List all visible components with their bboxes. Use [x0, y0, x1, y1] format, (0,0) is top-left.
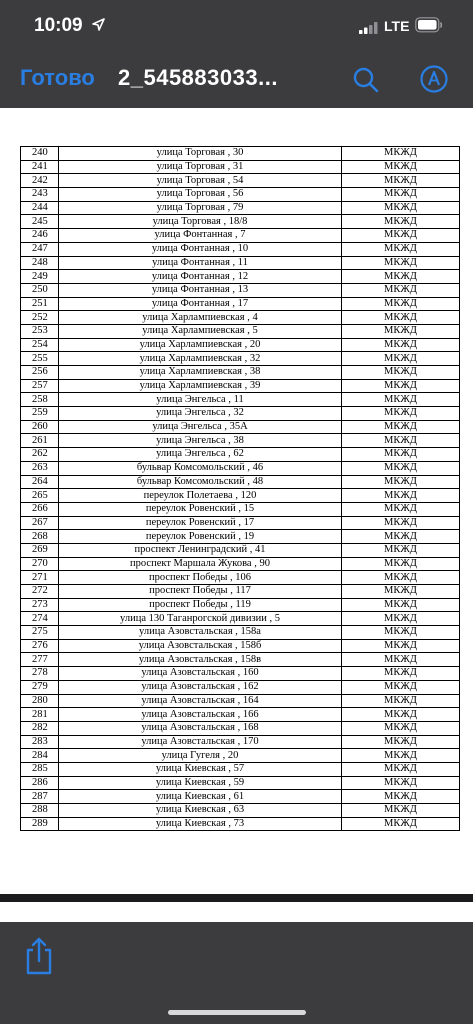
row-type: МКЖД: [342, 804, 460, 818]
row-number: 281: [21, 708, 59, 722]
row-type: МКЖД: [342, 242, 460, 256]
table-row: [21, 379, 460, 393]
table-row: [21, 612, 460, 626]
row-type: МКЖД: [342, 639, 460, 653]
row-address: улица Гугеля , 20: [59, 749, 342, 763]
table-row: [21, 749, 460, 763]
table-row: [21, 489, 460, 503]
search-icon[interactable]: [352, 66, 380, 99]
table-row: [21, 461, 460, 475]
navigation-bar: [0, 54, 473, 108]
table-row: [21, 338, 460, 352]
address-table-body: [21, 147, 460, 831]
row-type: МКЖД: [342, 229, 460, 243]
row-type: МКЖД: [342, 448, 460, 462]
address-table: [20, 146, 460, 831]
row-type: МКЖД: [342, 571, 460, 585]
row-type: МКЖД: [342, 434, 460, 448]
row-number: 272: [21, 585, 59, 599]
row-address: улица Азовстальская , 158в: [59, 653, 342, 667]
row-address: улица Киевская , 61: [59, 790, 342, 804]
table-row: [21, 804, 460, 818]
row-type: МКЖД: [342, 790, 460, 804]
row-address: переулок Ровенский , 19: [59, 530, 342, 544]
row-type: МКЖД: [342, 598, 460, 612]
row-type: МКЖД: [342, 201, 460, 215]
row-type: МКЖД: [342, 530, 460, 544]
row-address: улица Фонтанная , 12: [59, 270, 342, 284]
status-bar: [0, 0, 473, 54]
network-type-label: LTE: [384, 18, 410, 34]
row-number: 276: [21, 639, 59, 653]
table-row: [21, 639, 460, 653]
row-type: МКЖД: [342, 735, 460, 749]
markup-icon[interactable]: [419, 64, 449, 99]
row-type: МКЖД: [342, 694, 460, 708]
row-number: 283: [21, 735, 59, 749]
row-number: 270: [21, 557, 59, 571]
row-address: улица Фонтанная , 10: [59, 242, 342, 256]
row-address: улица Киевская , 59: [59, 776, 342, 790]
row-number: 247: [21, 242, 59, 256]
row-type: МКЖД: [342, 188, 460, 202]
row-address: проспект Победы , 117: [59, 585, 342, 599]
row-number: 264: [21, 475, 59, 489]
row-address: улица Киевская , 63: [59, 804, 342, 818]
row-number: 246: [21, 229, 59, 243]
row-address: улица Харлампиевская , 5: [59, 324, 342, 338]
table-row: [21, 543, 460, 557]
row-type: МКЖД: [342, 311, 460, 325]
location-arrow-icon: [92, 18, 105, 36]
table-row: [21, 708, 460, 722]
home-indicator: [168, 1010, 306, 1015]
row-type: МКЖД: [342, 585, 460, 599]
row-address: улица Азовстальская , 160: [59, 667, 342, 681]
row-address: улица Киевская , 57: [59, 762, 342, 776]
row-address: улица Фонтанная , 13: [59, 283, 342, 297]
row-address: улица Харлампиевская , 32: [59, 352, 342, 366]
row-address: проспект Ленинградский , 41: [59, 543, 342, 557]
row-number: 255: [21, 352, 59, 366]
row-number: 249: [21, 270, 59, 284]
table-row: [21, 817, 460, 831]
row-type: МКЖД: [342, 749, 460, 763]
table-row: [21, 653, 460, 667]
row-number: 261: [21, 434, 59, 448]
row-type: МКЖД: [342, 174, 460, 188]
table-row: [21, 242, 460, 256]
document-page[interactable]: [0, 108, 473, 894]
cellular-signal-icon: [359, 21, 379, 39]
row-number: 273: [21, 598, 59, 612]
row-number: 288: [21, 804, 59, 818]
table-row: [21, 626, 460, 640]
row-address: улица Фонтанная , 17: [59, 297, 342, 311]
table-row: [21, 475, 460, 489]
row-address: улица Энгельса , 62: [59, 448, 342, 462]
table-row: [21, 201, 460, 215]
table-row: [21, 229, 460, 243]
table-row: [21, 147, 460, 161]
table-row: [21, 762, 460, 776]
document-title: 2_545883033...: [118, 65, 278, 90]
row-type: МКЖД: [342, 256, 460, 270]
row-number: 251: [21, 297, 59, 311]
row-number: 256: [21, 366, 59, 380]
row-type: МКЖД: [342, 147, 460, 161]
row-address: улица Энгельса , 35А: [59, 420, 342, 434]
row-number: 242: [21, 174, 59, 188]
row-type: МКЖД: [342, 680, 460, 694]
table-row: [21, 721, 460, 735]
table-row: [21, 530, 460, 544]
table-row: [21, 215, 460, 229]
row-number: 277: [21, 653, 59, 667]
row-address: переулок Ровенский , 15: [59, 502, 342, 516]
row-type: МКЖД: [342, 366, 460, 380]
row-address: переулок Ровенский , 17: [59, 516, 342, 530]
table-row: [21, 297, 460, 311]
row-address: улица Энгельса , 38: [59, 434, 342, 448]
table-row: [21, 516, 460, 530]
row-number: 252: [21, 311, 59, 325]
row-address: улица Торговая , 18/8: [59, 215, 342, 229]
row-number: 282: [21, 721, 59, 735]
row-type: МКЖД: [342, 475, 460, 489]
row-type: МКЖД: [342, 393, 460, 407]
row-number: 254: [21, 338, 59, 352]
table-row: [21, 502, 460, 516]
row-address: улица 130 Таганрогской дивизии , 5: [59, 612, 342, 626]
row-number: 280: [21, 694, 59, 708]
row-number: 248: [21, 256, 59, 270]
row-number: 278: [21, 667, 59, 681]
row-number: 240: [21, 147, 59, 161]
row-type: МКЖД: [342, 626, 460, 640]
row-type: МКЖД: [342, 283, 460, 297]
row-type: МКЖД: [342, 776, 460, 790]
table-row: [21, 188, 460, 202]
table-row: [21, 448, 460, 462]
row-type: МКЖД: [342, 407, 460, 421]
row-address: улица Фонтанная , 7: [59, 229, 342, 243]
row-address: улица Торговая , 30: [59, 147, 342, 161]
table-row: [21, 160, 460, 174]
address-table-container: [20, 146, 459, 831]
row-type: МКЖД: [342, 667, 460, 681]
row-type: МКЖД: [342, 297, 460, 311]
row-address: проспект Маршала Жукова , 90: [59, 557, 342, 571]
row-type: МКЖД: [342, 708, 460, 722]
table-row: [21, 434, 460, 448]
row-address: улица Энгельса , 11: [59, 393, 342, 407]
row-address: проспект Победы , 119: [59, 598, 342, 612]
row-address: улица Энгельса , 32: [59, 407, 342, 421]
row-number: 285: [21, 762, 59, 776]
row-type: МКЖД: [342, 489, 460, 503]
row-number: 274: [21, 612, 59, 626]
table-row: [21, 557, 460, 571]
row-number: 279: [21, 680, 59, 694]
row-address: улица Торговая , 31: [59, 160, 342, 174]
table-row: [21, 420, 460, 434]
next-page: [0, 902, 473, 922]
row-number: 289: [21, 817, 59, 831]
row-address: бульвар Комсомольский , 46: [59, 461, 342, 475]
row-address: улица Харлампиевская , 4: [59, 311, 342, 325]
row-type: МКЖД: [342, 324, 460, 338]
table-row: [21, 352, 460, 366]
row-type: МКЖД: [342, 516, 460, 530]
row-address: улица Азовстальская , 158а: [59, 626, 342, 640]
row-number: 253: [21, 324, 59, 338]
row-number: 287: [21, 790, 59, 804]
row-number: 263: [21, 461, 59, 475]
table-row: [21, 407, 460, 421]
row-address: улица Харлампиевская , 38: [59, 366, 342, 380]
row-type: МКЖД: [342, 461, 460, 475]
row-address: улица Азовстальская , 158б: [59, 639, 342, 653]
row-address: улица Азовстальская , 166: [59, 708, 342, 722]
row-number: 245: [21, 215, 59, 229]
row-address: улица Киевская , 73: [59, 817, 342, 831]
row-number: 243: [21, 188, 59, 202]
row-address: проспект Победы , 106: [59, 571, 342, 585]
table-row: [21, 174, 460, 188]
table-row: [21, 735, 460, 749]
row-number: 269: [21, 543, 59, 557]
row-number: 260: [21, 420, 59, 434]
table-row: [21, 667, 460, 681]
row-number: 284: [21, 749, 59, 763]
table-row: [21, 270, 460, 284]
row-number: 286: [21, 776, 59, 790]
row-address: улица Фонтанная , 11: [59, 256, 342, 270]
table-row: [21, 680, 460, 694]
row-type: МКЖД: [342, 379, 460, 393]
table-row: [21, 393, 460, 407]
row-type: МКЖД: [342, 270, 460, 284]
row-type: МКЖД: [342, 557, 460, 571]
row-number: 268: [21, 530, 59, 544]
row-type: МКЖД: [342, 721, 460, 735]
row-number: 250: [21, 283, 59, 297]
row-address: улица Азовстальская , 168: [59, 721, 342, 735]
row-address: переулок Полетаева , 120: [59, 489, 342, 503]
row-address: улица Торговая , 79: [59, 201, 342, 215]
row-number: 257: [21, 379, 59, 393]
battery-icon: [415, 17, 443, 38]
page-separator: [0, 894, 473, 902]
table-row: [21, 256, 460, 270]
row-address: улица Торговая , 54: [59, 174, 342, 188]
row-address: улица Харлампиевская , 39: [59, 379, 342, 393]
row-type: МКЖД: [342, 817, 460, 831]
row-number: 262: [21, 448, 59, 462]
table-row: [21, 324, 460, 338]
row-number: 271: [21, 571, 59, 585]
share-icon[interactable]: [22, 936, 56, 981]
table-row: [21, 571, 460, 585]
row-address: улица Азовстальская , 162: [59, 680, 342, 694]
done-button[interactable]: Готово: [20, 65, 95, 90]
row-type: МКЖД: [342, 160, 460, 174]
row-number: 258: [21, 393, 59, 407]
row-type: МКЖД: [342, 612, 460, 626]
table-row: [21, 585, 460, 599]
row-type: МКЖД: [342, 653, 460, 667]
table-row: [21, 283, 460, 297]
row-number: 259: [21, 407, 59, 421]
row-number: 266: [21, 502, 59, 516]
table-row: [21, 790, 460, 804]
row-type: МКЖД: [342, 420, 460, 434]
row-address: улица Харлампиевская , 20: [59, 338, 342, 352]
row-address: улица Азовстальская , 170: [59, 735, 342, 749]
row-address: бульвар Комсомольский , 48: [59, 475, 342, 489]
status-time: 10:09: [34, 15, 83, 36]
table-row: [21, 366, 460, 380]
row-address: улица Азовстальская , 164: [59, 694, 342, 708]
table-row: [21, 776, 460, 790]
row-type: МКЖД: [342, 215, 460, 229]
row-type: МКЖД: [342, 543, 460, 557]
row-type: МКЖД: [342, 352, 460, 366]
row-number: 275: [21, 626, 59, 640]
row-type: МКЖД: [342, 502, 460, 516]
table-row: [21, 311, 460, 325]
table-row: [21, 694, 460, 708]
row-number: 267: [21, 516, 59, 530]
row-number: 241: [21, 160, 59, 174]
row-number: 265: [21, 489, 59, 503]
bottom-toolbar: [0, 922, 473, 1024]
row-number: 244: [21, 201, 59, 215]
row-type: МКЖД: [342, 338, 460, 352]
row-address: улица Торговая , 56: [59, 188, 342, 202]
table-row: [21, 598, 460, 612]
row-type: МКЖД: [342, 762, 460, 776]
